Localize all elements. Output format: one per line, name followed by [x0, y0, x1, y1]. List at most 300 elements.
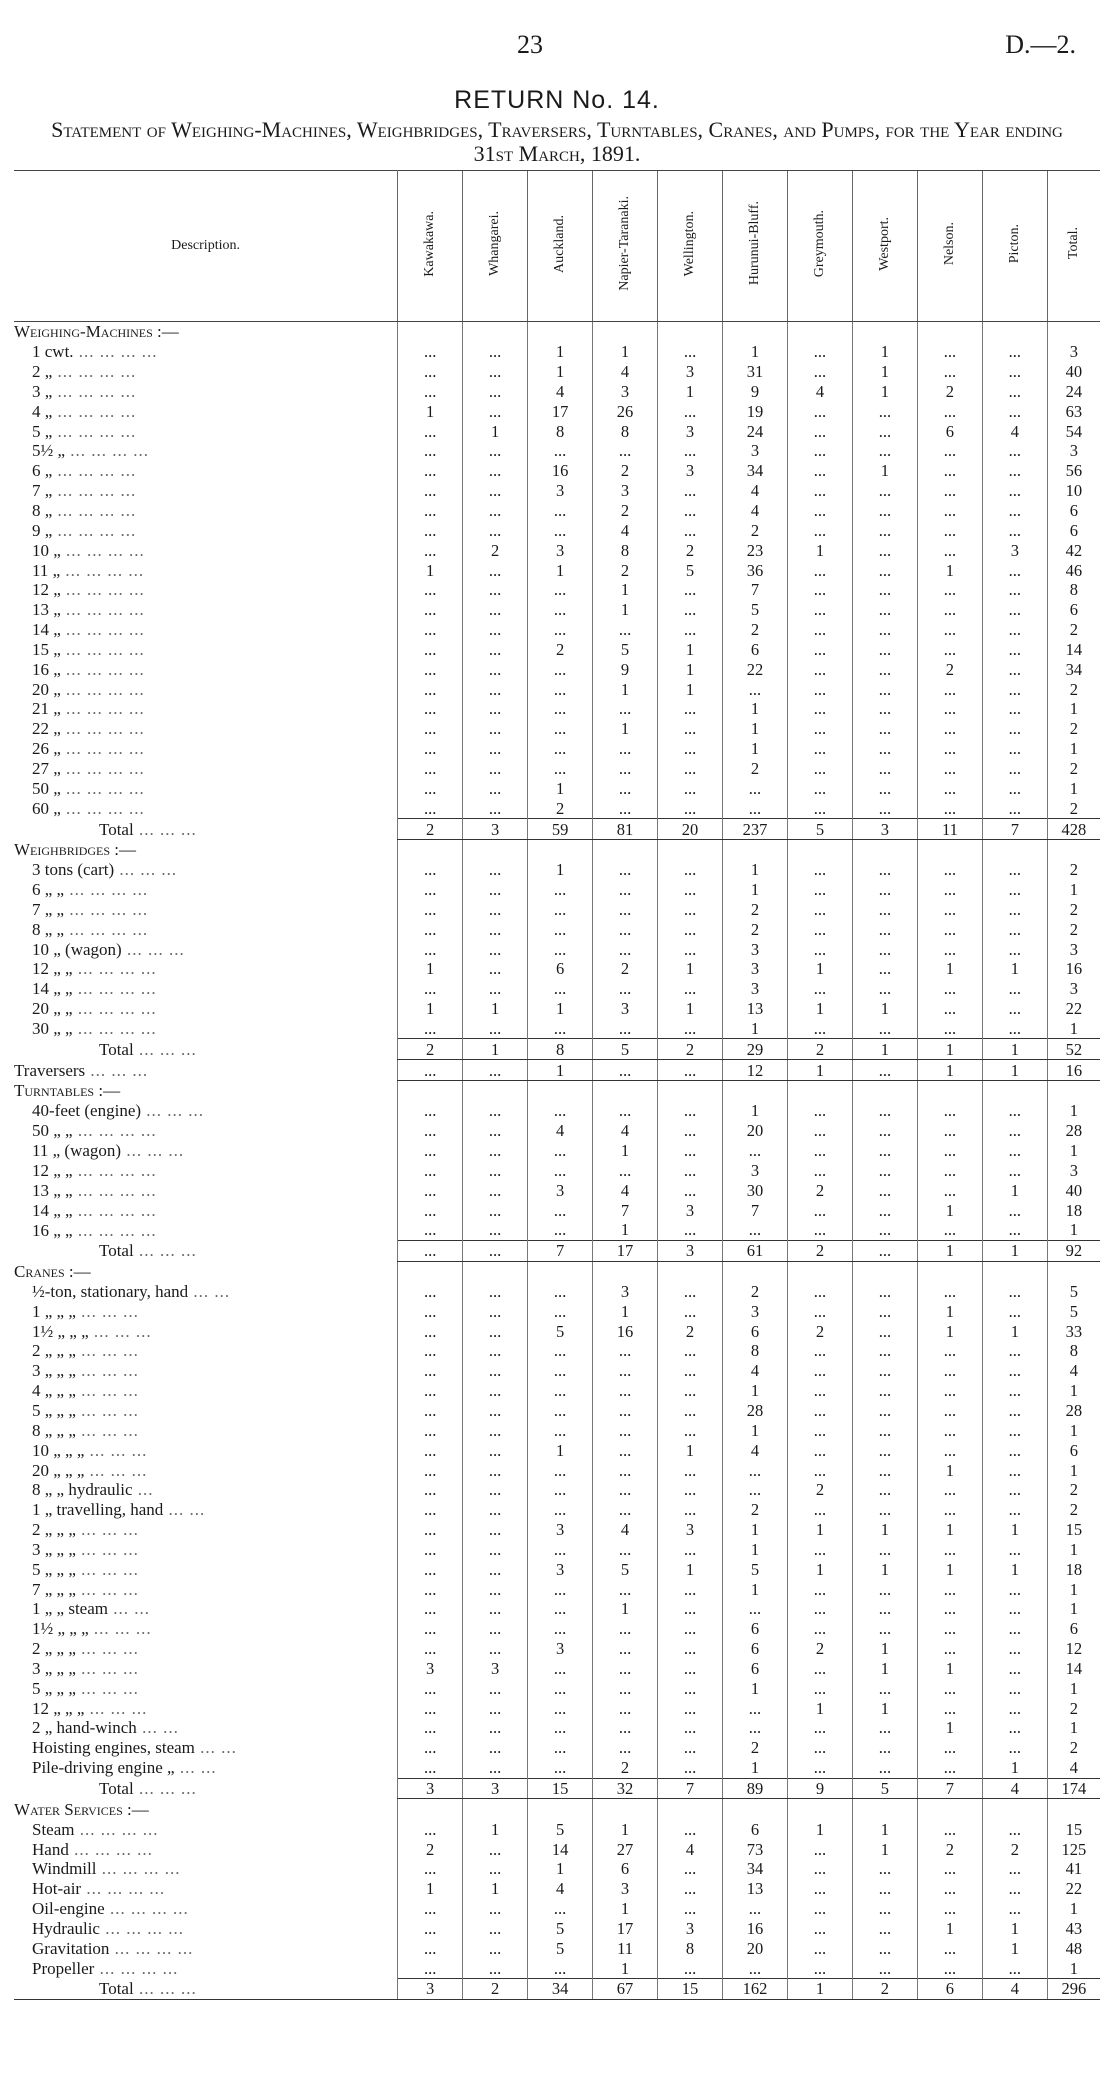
table-cell: ... — [658, 1401, 723, 1421]
table-cell: ... — [723, 1599, 788, 1619]
table-cell: 3 — [852, 819, 917, 840]
table-cell: ... — [528, 1500, 593, 1520]
table-cell: ... — [528, 1718, 593, 1738]
table-row — [14, 421, 1100, 441]
leader-dots: ... ... ... — [133, 1039, 197, 1059]
table-cell: 2 — [787, 1039, 852, 1060]
table-cell: ... — [398, 1460, 463, 1480]
table-cell: ... — [528, 1738, 593, 1758]
table-cell: ... — [528, 1480, 593, 1500]
table-cell: ... — [982, 1301, 1047, 1321]
table-cell: ... — [852, 1381, 917, 1401]
table-row — [14, 1579, 1100, 1599]
table-cell: 6 — [1047, 600, 1100, 620]
row-description — [14, 362, 398, 382]
document-code: D.—2. — [1005, 30, 1076, 59]
row-description — [14, 461, 398, 481]
row-label: 5 „ — [32, 421, 53, 441]
table-cell: 1 — [528, 999, 593, 1019]
row-description — [14, 880, 398, 900]
table-cell: ... — [852, 1738, 917, 1758]
table-cell: ... — [593, 739, 658, 759]
row-label: 12 „ „ „ — [32, 1698, 85, 1718]
table-cell: 1 — [723, 342, 788, 362]
table-cell: ... — [398, 1678, 463, 1698]
table-cell: ... — [917, 1141, 982, 1161]
row-label: 2 „ hand-winch — [32, 1718, 137, 1738]
table-cell: 1 — [463, 1879, 528, 1899]
leader-dots: ... ... ... — [84, 1440, 148, 1460]
table-cell: 22 — [1047, 1879, 1100, 1899]
table-cell: ... — [658, 1500, 723, 1520]
table-cell: ... — [787, 501, 852, 521]
row-label: Total — [99, 1039, 134, 1059]
table-cell: ... — [982, 1958, 1047, 1978]
table-cell: ... — [787, 342, 852, 362]
table-cell: ... — [982, 1460, 1047, 1480]
table-cell: ... — [528, 1301, 593, 1321]
table-row — [14, 1718, 1100, 1738]
table-cell: 3 — [528, 1639, 593, 1659]
table-cell: 2 — [593, 1758, 658, 1778]
column-header — [982, 171, 1047, 322]
table-row — [14, 979, 1100, 999]
table-cell: ... — [852, 1758, 917, 1778]
table-cell: ... — [593, 759, 658, 779]
table-cell: 63 — [1047, 401, 1100, 421]
table-row — [14, 1958, 1100, 1978]
table-cell: ... — [528, 1019, 593, 1039]
column-header — [787, 171, 852, 322]
table-cell: 1 — [658, 999, 723, 1019]
row-description — [14, 1039, 398, 1060]
row-label: Weighbridges :— — [14, 840, 137, 860]
row-description — [14, 1341, 398, 1361]
table-cell: ... — [982, 1200, 1047, 1220]
table-cell: ... — [787, 1599, 852, 1619]
table-cell: ... — [787, 1859, 852, 1879]
table-row — [14, 1599, 1100, 1619]
table-cell: 1 — [593, 719, 658, 739]
table-cell: 2 — [658, 1321, 723, 1341]
table-cell: 1 — [982, 1758, 1047, 1778]
table-cell: ... — [398, 1160, 463, 1180]
table-cell: 5 — [593, 1559, 658, 1579]
table-cell — [723, 1081, 788, 1101]
table-cell: 4 — [528, 1121, 593, 1141]
table-cell: 22 — [723, 659, 788, 679]
table-cell: ... — [658, 1539, 723, 1559]
table-cell: 1 — [1047, 1539, 1100, 1559]
table-cell: 12 — [723, 1060, 788, 1081]
leader-dots: ... ... ... — [133, 1779, 197, 1799]
table-cell: ... — [982, 659, 1047, 679]
row-description — [14, 1180, 398, 1200]
leader-dots: ... ... ... ... — [72, 999, 157, 1019]
leader-dots: ... ... ... — [75, 1400, 139, 1420]
leader-dots: ... ... ... — [75, 1361, 139, 1381]
table-cell: ... — [593, 1698, 658, 1718]
leader-dots: ... ... ... — [75, 1420, 139, 1440]
row-label: 30 „ „ — [32, 1019, 73, 1039]
leader-dots: ... ... ... ... — [81, 1879, 166, 1899]
table-cell: 8 — [723, 1341, 788, 1361]
table-cell: ... — [852, 1938, 917, 1958]
table-cell: ... — [463, 342, 528, 362]
table-cell: ... — [658, 1480, 723, 1500]
row-description — [14, 401, 398, 421]
table-cell: ... — [398, 919, 463, 939]
table-cell: ... — [982, 501, 1047, 521]
table-cell: 2 — [1047, 719, 1100, 739]
row-description — [14, 1579, 398, 1599]
row-description — [14, 959, 398, 979]
table-cell: 4 — [593, 1180, 658, 1200]
table-cell: ... — [852, 778, 917, 798]
table-cell: 1 — [1047, 1019, 1100, 1039]
leader-dots: ... ... ... — [133, 1241, 197, 1261]
table-cell: 5 — [593, 640, 658, 660]
table-cell: 1 — [1047, 1599, 1100, 1619]
table-cell: 1 — [463, 1039, 528, 1060]
table-cell: ... — [463, 1240, 528, 1261]
table-cell: 3 — [658, 1919, 723, 1939]
table-cell: 23 — [723, 540, 788, 560]
table-row — [14, 919, 1100, 939]
table-cell: ... — [852, 659, 917, 679]
leader-dots: ... ... ... — [75, 1341, 139, 1361]
table-cell: 1 — [463, 1819, 528, 1839]
table-cell: ... — [917, 1539, 982, 1559]
table-cell: ... — [852, 1282, 917, 1302]
table-cell: ... — [658, 1619, 723, 1639]
table-cell: ... — [723, 798, 788, 818]
table-cell: 5 — [852, 1778, 917, 1799]
table-cell: ... — [982, 620, 1047, 640]
row-description — [14, 699, 398, 719]
row-description — [14, 839, 398, 859]
table-cell: 31 — [723, 362, 788, 382]
table-cell: 7 — [917, 1778, 982, 1799]
table-cell: ... — [658, 1579, 723, 1599]
table-cell: 8 — [658, 1938, 723, 1958]
table-cell: ... — [982, 1579, 1047, 1599]
table-cell: ... — [398, 1361, 463, 1381]
table-cell: ... — [593, 979, 658, 999]
table-cell: ... — [787, 1440, 852, 1460]
table-cell — [528, 322, 593, 342]
table-row — [14, 679, 1100, 699]
table-cell: ... — [593, 919, 658, 939]
table-cell: ... — [398, 481, 463, 501]
table-cell: ... — [528, 441, 593, 461]
table-cell: 1 — [917, 1659, 982, 1679]
row-description — [14, 919, 398, 939]
table-cell — [852, 322, 917, 342]
table-cell: 2 — [917, 382, 982, 402]
table-cell: ... — [917, 778, 982, 798]
table-cell: ... — [398, 880, 463, 900]
table-cell: ... — [593, 1440, 658, 1460]
table-cell: ... — [398, 1121, 463, 1141]
table-cell: ... — [398, 461, 463, 481]
leader-dots: ... ... — [136, 1718, 179, 1738]
row-label: Pile-driving engine „ — [32, 1758, 175, 1778]
table-cell: ... — [787, 1500, 852, 1520]
row-label: 15 „ — [32, 639, 61, 659]
table-cell: 18 — [1047, 1200, 1100, 1220]
table-cell: ... — [658, 1101, 723, 1121]
row-description — [14, 600, 398, 620]
leader-dots: ... ... ... ... — [65, 441, 150, 461]
total-row — [14, 1039, 1100, 1060]
table-cell: 1 — [528, 362, 593, 382]
column-header — [528, 171, 593, 322]
table-cell: 11 — [917, 819, 982, 840]
table-row — [14, 1101, 1100, 1121]
table-row — [14, 1440, 1100, 1460]
table-row — [14, 1678, 1100, 1698]
table-cell: 3 — [398, 1778, 463, 1799]
table-cell: 1 — [723, 1758, 788, 1778]
table-cell: ... — [463, 1282, 528, 1302]
row-label: 40-feet (engine) — [32, 1101, 142, 1121]
table-cell — [593, 839, 658, 859]
table-cell: 3 — [658, 1240, 723, 1261]
table-cell: 28 — [1047, 1121, 1100, 1141]
row-label: 1½ „ „ „ — [32, 1619, 89, 1639]
table-cell: 15 — [528, 1778, 593, 1799]
table-cell: 5 — [528, 1919, 593, 1939]
table-cell: ... — [723, 679, 788, 699]
table-cell: 1 — [917, 1460, 982, 1480]
table-cell: ... — [398, 1520, 463, 1540]
row-label: Propeller — [32, 1958, 95, 1978]
table-cell: ... — [658, 759, 723, 779]
table-cell: ... — [852, 798, 917, 818]
table-row — [14, 1919, 1100, 1939]
table-cell: ... — [917, 501, 982, 521]
table-cell: 1 — [723, 1381, 788, 1401]
leader-dots: ... ... ... ... — [52, 481, 137, 501]
row-label: 5 „ „ „ — [32, 1400, 76, 1420]
row-description — [14, 1599, 398, 1619]
table-cell: 7 — [593, 1200, 658, 1220]
table-cell: 20 — [723, 1938, 788, 1958]
table-cell: ... — [398, 580, 463, 600]
table-cell: ... — [593, 1101, 658, 1121]
table-row — [14, 1381, 1100, 1401]
table-cell: ... — [658, 1220, 723, 1240]
table-cell: ... — [398, 1060, 463, 1081]
table-cell: ... — [658, 1301, 723, 1321]
page-number: 23 — [517, 30, 543, 59]
column-header-label: Picton. — [1006, 223, 1022, 264]
table-cell: ... — [528, 659, 593, 679]
table-cell — [1047, 1081, 1100, 1101]
table-cell: ... — [787, 1738, 852, 1758]
table-cell: ... — [852, 919, 917, 939]
table-cell: ... — [398, 979, 463, 999]
table-cell: ... — [787, 1381, 852, 1401]
table-cell: 1 — [658, 679, 723, 699]
row-description — [14, 860, 398, 880]
row-description — [14, 1919, 398, 1939]
table-row — [14, 798, 1100, 818]
section-row — [14, 839, 1100, 859]
table-cell: ... — [658, 919, 723, 939]
table-cell: ... — [463, 1060, 528, 1081]
table-cell: ... — [852, 421, 917, 441]
table-cell: ... — [463, 1401, 528, 1421]
row-label: 7 „ „ — [32, 899, 65, 919]
row-label: 22 „ — [32, 719, 61, 739]
table-cell: ... — [593, 699, 658, 719]
table-cell: ... — [593, 1480, 658, 1500]
table-cell: ... — [852, 1220, 917, 1240]
table-cell: ... — [398, 1539, 463, 1559]
table-cell: ... — [917, 1579, 982, 1599]
table-cell: 1 — [658, 1440, 723, 1460]
table-cell: 1 — [723, 880, 788, 900]
table-cell: ... — [787, 640, 852, 660]
row-description — [14, 1879, 398, 1899]
row-description — [14, 382, 398, 402]
description-header-label: Description. — [171, 238, 240, 253]
table-cell — [528, 1081, 593, 1101]
table-cell: ... — [982, 1639, 1047, 1659]
table-cell: 5 — [1047, 1282, 1100, 1302]
table-cell: 1 — [723, 699, 788, 719]
table-cell: 1 — [917, 1200, 982, 1220]
table-cell: 1 — [1047, 1958, 1100, 1978]
table-cell: ... — [398, 1599, 463, 1619]
table-cell: 7 — [528, 1240, 593, 1261]
table-cell: ... — [463, 659, 528, 679]
table-cell: ... — [917, 1879, 982, 1899]
table-cell: ... — [463, 501, 528, 521]
leader-dots: ... ... ... — [121, 939, 185, 959]
leader-dots: ... ... ... ... — [52, 501, 137, 521]
table-cell: ... — [658, 719, 723, 739]
row-description — [14, 1081, 398, 1101]
table-cell: ... — [593, 1401, 658, 1421]
table-cell: ... — [593, 1738, 658, 1758]
row-label: 14 „ „ — [32, 1200, 73, 1220]
table-cell: ... — [852, 401, 917, 421]
table-cell: ... — [982, 461, 1047, 481]
table-cell: ... — [463, 1480, 528, 1500]
row-description — [14, 1060, 398, 1081]
table-cell: 6 — [917, 421, 982, 441]
table-row — [14, 1141, 1100, 1161]
table-cell — [398, 1799, 463, 1819]
row-label: Water Services :— — [14, 1799, 149, 1819]
table-row — [14, 959, 1100, 979]
table-cell: 10 — [1047, 481, 1100, 501]
table-cell: ... — [658, 600, 723, 620]
table-cell: ... — [917, 759, 982, 779]
table-cell: ... — [787, 1361, 852, 1381]
table-cell: ... — [723, 1718, 788, 1738]
table-cell: ... — [852, 1460, 917, 1480]
table-cell: ... — [852, 1160, 917, 1180]
table-cell: ... — [917, 1420, 982, 1440]
row-description — [14, 1240, 398, 1261]
table-cell: ... — [463, 560, 528, 580]
row-description — [14, 1200, 398, 1220]
table-cell: ... — [398, 1718, 463, 1738]
table-cell: 1 — [1047, 699, 1100, 719]
table-cell: 1 — [593, 1220, 658, 1240]
table-row — [14, 1938, 1100, 1958]
table-cell: 1 — [852, 342, 917, 362]
table-cell: ... — [787, 798, 852, 818]
table-row — [14, 1220, 1100, 1240]
table-cell: ... — [917, 342, 982, 362]
leader-dots: ... ... ... ... — [72, 959, 157, 979]
table-cell: 3 — [658, 461, 723, 481]
table-cell: ... — [852, 580, 917, 600]
table-cell: ... — [852, 1599, 917, 1619]
table-cell: ... — [658, 1381, 723, 1401]
table-row — [14, 1121, 1100, 1141]
table-cell: 11 — [593, 1938, 658, 1958]
table-cell: ... — [528, 919, 593, 939]
table-cell: 125 — [1047, 1839, 1100, 1859]
table-cell: ... — [852, 1879, 917, 1899]
table-cell: 3 — [528, 1180, 593, 1200]
table-cell: 6 — [1047, 1619, 1100, 1639]
table-row — [14, 880, 1100, 900]
table-cell: ... — [787, 1460, 852, 1480]
table-cell: ... — [787, 1101, 852, 1121]
table-cell — [723, 839, 788, 859]
table-cell: ... — [787, 620, 852, 640]
table-cell: 28 — [1047, 1401, 1100, 1421]
table-cell — [658, 839, 723, 859]
table-row — [14, 520, 1100, 540]
table-cell: ... — [658, 939, 723, 959]
leader-dots: ... ... ... ... — [96, 1859, 181, 1879]
table-cell: 3 — [658, 421, 723, 441]
table-row — [14, 1738, 1100, 1758]
row-label: 16 „ — [32, 659, 61, 679]
table-cell: ... — [787, 1579, 852, 1599]
row-label: 8 „ — [32, 501, 53, 521]
table-cell: 1 — [852, 1659, 917, 1679]
table-cell: 2 — [658, 540, 723, 560]
row-description — [14, 899, 398, 919]
table-cell: 3 — [593, 382, 658, 402]
table-cell: ... — [398, 1101, 463, 1121]
table-row — [14, 1839, 1100, 1859]
table-cell — [463, 1081, 528, 1101]
table-cell: 2 — [1047, 1480, 1100, 1500]
table-cell: ... — [982, 1899, 1047, 1919]
table-cell: ... — [852, 1480, 917, 1500]
table-cell — [1047, 1799, 1100, 1819]
table-cell: 1 — [593, 1899, 658, 1919]
leader-dots: ... ... — [188, 1281, 231, 1301]
table-cell: 6 — [723, 1321, 788, 1341]
table-cell: 1 — [917, 1060, 982, 1081]
leader-dots: ... ... ... — [75, 1658, 139, 1678]
table-cell: ... — [593, 1460, 658, 1480]
row-description — [14, 1141, 398, 1161]
table-row — [14, 1639, 1100, 1659]
leader-dots: ... ... — [108, 1599, 150, 1619]
